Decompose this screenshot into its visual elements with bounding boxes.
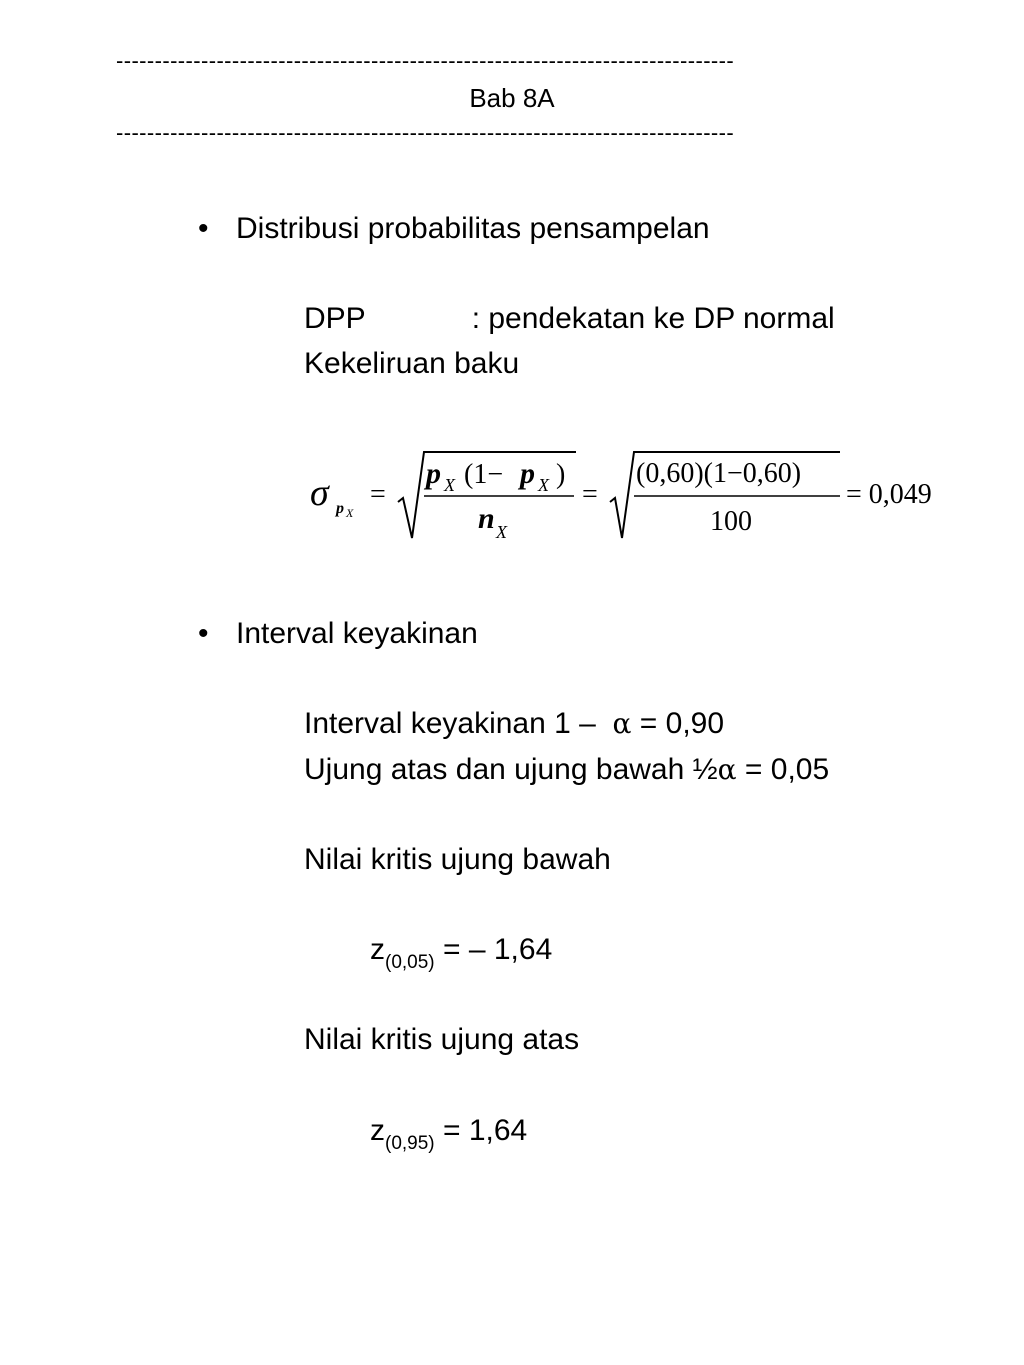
numerator-x2: X bbox=[538, 475, 549, 495]
numerator-values: (0,60)(1−0,60) bbox=[636, 458, 802, 489]
z-subscript: (0,05) bbox=[385, 952, 435, 973]
tails-line bbox=[304, 752, 829, 788]
bullet-icon: • bbox=[198, 617, 209, 650]
numerator-p2: p bbox=[520, 457, 535, 490]
header-divider-top: -------------------------------------------------------------------------------- bbox=[116, 50, 735, 72]
upper-critical-label: Nilai kritis ujung atas bbox=[304, 1023, 580, 1056]
alpha-symbol: α bbox=[717, 753, 737, 786]
header-divider-bottom: -------------------------------------------------------------------------------- bbox=[116, 122, 735, 144]
dpp-line bbox=[304, 301, 835, 337]
bullet-icon: • bbox=[198, 212, 209, 245]
denominator-n: n bbox=[478, 502, 495, 535]
z-value: = 1,64 bbox=[442, 1114, 528, 1147]
dpp-value: : pendekatan ke DP normal bbox=[471, 302, 835, 335]
confidence-prefix: Interval keyakinan 1 – bbox=[304, 707, 596, 740]
equals-sign-2: = bbox=[582, 479, 598, 510]
numerator-p1: p bbox=[426, 457, 441, 490]
chapter-title: Bab 8A bbox=[469, 83, 555, 113]
upper-critical-value bbox=[370, 1113, 527, 1162]
confidence-suffix: = 0,90 bbox=[639, 707, 725, 740]
formula-svg bbox=[300, 440, 960, 550]
lower-critical-label: Nilai kritis ujung bawah bbox=[304, 843, 611, 876]
section-title: Distribusi probabilitas pensampelan bbox=[236, 212, 710, 245]
confidence-level-line bbox=[304, 706, 724, 742]
numerator-paren-open: (1− bbox=[464, 459, 504, 490]
formula-result: = 0,049 bbox=[846, 479, 932, 510]
numerator-paren-close: ) bbox=[556, 459, 566, 490]
section-title: Interval keyakinan bbox=[236, 617, 478, 650]
z-subscript: (0,95) bbox=[385, 1133, 435, 1154]
dpp-label: DPP bbox=[304, 302, 366, 335]
sigma-symbol: σ bbox=[310, 472, 329, 514]
z-symbol: z bbox=[370, 1114, 385, 1147]
z-value: = – 1,64 bbox=[442, 933, 553, 966]
z-symbol: z bbox=[370, 933, 385, 966]
numerator-x1: X bbox=[444, 475, 455, 495]
sigma-subscript-x: X bbox=[346, 506, 354, 520]
tails-suffix: = 0,05 bbox=[744, 753, 830, 786]
tails-prefix: Ujung atas dan ujung bawah ½ bbox=[304, 753, 718, 786]
equals-sign-1: = bbox=[370, 479, 386, 510]
standard-error-label: Kekeliruan baku bbox=[304, 347, 520, 380]
standard-error-formula bbox=[300, 440, 960, 550]
denominator-x: X bbox=[496, 522, 507, 542]
section-confidence-interval-heading bbox=[198, 616, 478, 652]
sigma-subscript-p: p bbox=[336, 500, 344, 517]
denominator-value: 100 bbox=[710, 506, 752, 537]
section-sampling-distribution-heading bbox=[198, 211, 710, 247]
alpha-symbol: α bbox=[612, 707, 632, 740]
lower-critical-value bbox=[370, 932, 552, 981]
